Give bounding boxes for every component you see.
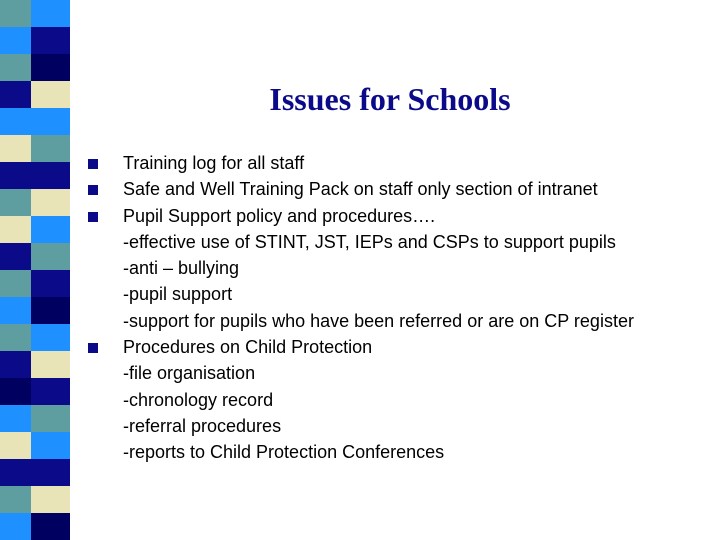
stripe-row	[0, 108, 70, 135]
stripe-cell	[0, 459, 31, 486]
stripe-cell	[0, 486, 31, 513]
stripe-cell	[0, 54, 31, 81]
stripe-cell	[31, 459, 70, 486]
stripe-cell	[0, 513, 31, 540]
stripe-cell	[31, 297, 70, 324]
stripe-cell	[31, 324, 70, 351]
stripe-cell	[31, 432, 70, 459]
stripe-row	[0, 27, 70, 54]
stripe-row	[0, 351, 70, 378]
stripe-cell	[0, 81, 31, 108]
sub-item: -anti – bullying	[123, 258, 240, 279]
stripe-row	[0, 405, 70, 432]
stripe-row	[0, 189, 70, 216]
stripe-row	[0, 270, 70, 297]
sub-item: -reports to Child Protection Conferences	[123, 442, 445, 463]
stripe-cell	[0, 297, 31, 324]
square-bullet-icon	[88, 185, 98, 195]
slide-title: Issues for Schools	[269, 81, 511, 118]
stripe-row	[0, 162, 70, 189]
stripe-cell	[31, 27, 70, 54]
decorative-stripe	[0, 0, 70, 540]
stripe-row	[0, 486, 70, 513]
stripe-cell	[31, 270, 70, 297]
stripe-cell	[31, 486, 70, 513]
stripe-cell	[0, 216, 31, 243]
stripe-row	[0, 0, 70, 27]
stripe-cell	[31, 81, 70, 108]
stripe-cell	[31, 351, 70, 378]
stripe-row	[0, 378, 70, 405]
stripe-cell	[0, 0, 31, 27]
stripe-cell	[0, 189, 31, 216]
stripe-cell	[31, 54, 70, 81]
stripe-cell	[31, 189, 70, 216]
sub-item: -referral procedures	[123, 415, 282, 436]
stripe-row	[0, 135, 70, 162]
bullet-text: Procedures on Child Protection	[123, 337, 373, 358]
bullet-text: Safe and Well Training Pack on staff only section of intranet	[123, 179, 598, 200]
square-bullet-icon	[88, 212, 98, 222]
stripe-cell	[0, 243, 31, 270]
stripe-cell	[31, 405, 70, 432]
stripe-cell	[31, 378, 70, 405]
stripe-row	[0, 513, 70, 540]
stripe-row	[0, 81, 70, 108]
sub-item: -effective use of STINT, JST, IEPs and CSPs to support pupils	[123, 231, 616, 252]
stripe-cell	[0, 432, 31, 459]
square-bullet-icon	[88, 343, 98, 353]
bullet-item	[88, 150, 708, 176]
stripe-row	[0, 54, 70, 81]
stripe-cell	[0, 135, 31, 162]
bullet-text: Pupil Support policy and procedures….	[123, 205, 436, 226]
stripe-row	[0, 459, 70, 486]
stripe-row	[0, 432, 70, 459]
bullet-item	[88, 176, 708, 202]
stripe-cell	[31, 135, 70, 162]
stripe-cell	[31, 216, 70, 243]
stripe-cell	[0, 405, 31, 432]
bullet-list	[88, 150, 708, 466]
stripe-cell	[0, 351, 31, 378]
stripe-row	[0, 216, 70, 243]
sub-item: -chronology record	[123, 389, 274, 410]
stripe-row	[0, 297, 70, 324]
stripe-cell	[31, 108, 70, 135]
stripe-cell	[31, 162, 70, 189]
stripe-row	[0, 243, 70, 270]
stripe-cell	[0, 108, 31, 135]
stripe-cell	[0, 162, 31, 189]
stripe-cell	[0, 378, 31, 405]
sub-item: -support for pupils who have been referred or are on CP register	[123, 310, 634, 331]
sub-item: -pupil support	[123, 284, 233, 305]
stripe-cell	[0, 27, 31, 54]
stripe-cell	[0, 270, 31, 297]
stripe-cell	[0, 324, 31, 351]
bullet-text: Training log for all staff	[123, 153, 305, 173]
stripe-cell	[31, 0, 70, 27]
stripe-cell	[31, 243, 70, 270]
stripe-cell	[31, 513, 70, 540]
sub-item: -file organisation	[123, 363, 256, 384]
square-bullet-icon	[88, 159, 98, 169]
bullet-item	[88, 334, 708, 360]
stripe-row	[0, 324, 70, 351]
bullet-item	[88, 203, 708, 229]
